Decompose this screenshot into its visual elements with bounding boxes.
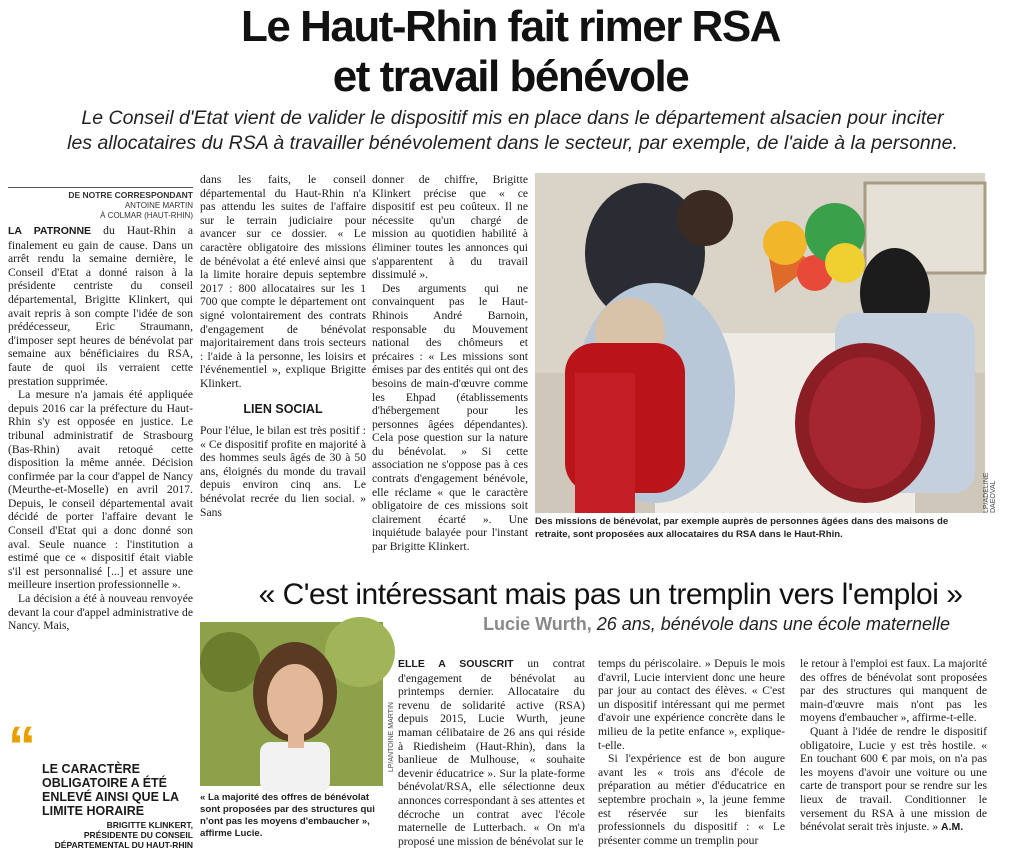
interview-column-1 <box>398 657 585 857</box>
article-col2-paragraph-1: dans les faits, le conseil départemental du Haut-Rhin n'a pas attendu les suites de l'affaire sur le terrain judiciaire pour avancer sur ce dossier. « Le caractère obligatoire des missions de bénévolat a été enlevé ainsi que la limite horaire depuis septembre 2017 : 800 allocataires sur les 1 700 que compte le département ont signé volontairement des contrats d'engagement de bénévolat majoritairement dans trois secteurs : l'aide à la personne, les loisirs et l'événementiel », explique Brigitte Klinkert. <box>200 173 366 390</box>
article-col2-paragraph-2: Pour l'élue, le bilan est très positif : « Ce dispositif profite en majorité à des hommes seuls âgés de 30 à 50 ans, éloignés du monde du travail depuis environ cinq ans. Le bénévolat recrée du lien social. » Sans <box>200 424 366 519</box>
headline-line-2: et travail bénévole <box>332 52 689 101</box>
article-subhead: LIEN SOCIAL <box>243 401 323 416</box>
portrait-photo <box>200 622 395 786</box>
portrait-caption: « La majorité des offres de bénévolat sont proposées par des structures qui n'ont pas les moyens d'embaucher », affirme Lucie. <box>200 792 375 839</box>
main-photo-caption: Des missions de bénévolat, par exemple auprès de personnes âgées dans des maisons de retraite, sont proposées aux allocataires du RSA dans le Haut-Rhin. <box>535 516 949 540</box>
interviewee-name: Lucie Wurth, <box>483 614 592 634</box>
pull-quote-attribution <box>8 820 193 850</box>
standfirst <box>30 106 995 156</box>
headline <box>0 2 1021 102</box>
article-lead-caps: LA PATRONNE <box>8 225 92 237</box>
open-quote-mark: “ <box>8 714 36 777</box>
headline-line-1: Le Haut-Rhin fait rimer RSA <box>241 2 780 51</box>
pull-quote-text: LE CARACTÈRE OBLIGATOIRE A ÉTÉ ENLEVÉ AINSI QUE LA LIMITE HORAIRE <box>42 762 179 818</box>
interview-col3-paragraph-2 <box>800 725 987 835</box>
interview-lead-caps: ELLE A SOUSCRIT <box>398 658 514 670</box>
interview-attribution <box>420 614 950 635</box>
standfirst-line-2: les allocataires du RSA à travailler bénévolement dans le secteur, par exemple, de l'aide à la personne. <box>67 132 958 154</box>
interview-col3-paragraph-2-text: Quant à l'idée de rendre le dispositif obligatoire, Lucie y est très hostile. « En touchant 600 € par mois, on n'a pas les moyens d'avoir une voiture ou une carte de transport pour se rendre sur les lieux de travail. Conditionner le versement du RSA à une mission de bénévolat serait très injuste. » <box>800 724 987 834</box>
pull-quote-author: BRIGITTE KLINKERT, <box>106 820 193 830</box>
byline-label: DE NOTRE CORRESPONDANT <box>68 190 193 200</box>
portrait-credit: LP/ANTOINE MARTIN <box>388 702 395 773</box>
interview-title: « C'est intéressant mais pas un tremplin vers l'emploi » <box>258 578 963 611</box>
interview-lead-text: un contrat d'engagement de bénévolat au printemps dernier. Allocataire du revenu de solidarité active (RSA) depuis 2015, Lucie Wurth, jeune maman célibataire de 26 ans qui réside à Riedisheim (Haut-Rhin), dans la banlieue de Mulhouse, « souhaite devenir éducatrice ». Sur la plate-forme bénévolat/RSA, elle sélectionne deux annonces correspondant à ses attentes et décroche un contrat avec l'école maternelle de Lutterbach. « On m'a proposé une mission de bénévolat sur le <box>398 657 585 848</box>
interview-col2-paragraph-2: Si l'expérience est de bon augure avant les « trois ans d'école de préparation au métier d'éducatrice en septembre prochain », la jeune femme est réservée sur les bienfaits professionnels du dispositif : « Le présenter comme un tremplin pour <box>598 752 785 847</box>
article-column-2 <box>200 173 366 553</box>
portrait-illustration <box>200 622 383 786</box>
interview-column-3 <box>800 657 987 857</box>
interviewee-role: 26 ans, bénévole dans une école maternelle <box>591 614 950 634</box>
article-col3-paragraph-1: donner de chiffre, Brigitte Klinkert précise que « ce dispositif est peu coûteux. Il ne nécessite qu'un chargé de mission au quotidien habilité à éliminer toutes les annonces qui s'apparentent à du travail dissimulé ». <box>372 173 528 282</box>
article-paragraph-2: La mesure n'a jamais été appliquée depuis 2016 car la préfecture du Haut-Rhin s'y est opposée en justice. Le tribunal administratif de Strasbourg (Bas-Rhin) avait retoqué cette disposition la même année. Décision confirmée par la cour d'appel de Nancy (Meurthe-et-Moselle) en avril 2017. Depuis, le conseil départemental avait décidé de porter l'affaire devant le Conseil d'Etat qui a donc donné son aval. Seule nuance : l'institution a estimé que ce « dispositif était viable s'il est personnalisé [...] et assure une meilleure insertion professionnelle ». <box>8 388 193 592</box>
interview-lead-paragraph <box>398 657 585 848</box>
byline-place: À COLMAR (HAUT-RHIN) <box>100 211 193 220</box>
article-lead-text: du Haut-Rhin a finalement eu gain de cause. Dans un arrêt rendu la semaine dernière, le Conseil d'Etat a donné raison à la présidente centriste du conseil départemental, Brigitte Klinkert, qui avait repris à son compte l'idée de son prédécesseur, Eric Straumann, d'imposer sept heures de bénévolat par semaine aux bénéficiaires du RSA, faute de quoi ils verraient cette prestation supprimée. <box>8 224 193 388</box>
interview-column-2 <box>598 657 785 857</box>
article-paragraph-3: La décision a été à nouveau renvoyée devant la cour d'appel administrative de Nancy. Mais, <box>8 592 193 633</box>
byline-author: ANTOINE MARTIN <box>124 201 193 210</box>
main-photo-credit: LP/ADELINE DAEOVAL <box>983 472 997 513</box>
article-column-1 <box>8 224 193 724</box>
article-column-3 <box>372 173 528 553</box>
byline <box>8 187 193 221</box>
article-lead-paragraph <box>8 224 193 388</box>
main-photo <box>535 173 997 513</box>
interview-col3-paragraph-1: le retour à l'emploi est faux. La majorité des offres de bénévolat sont proposées par des structures qui manquent de main-d'œuvre mais n'ont pas les moyens d'embaucher », affirme-t-elle. <box>800 657 987 725</box>
main-photo-illustration <box>535 173 985 513</box>
article-col3-paragraph-2: Des arguments qui ne convainquent pas le Haut-Rhinois André Barnoin, responsable du Mouvement national des chômeurs et précaires : « Les missions sont émises par des entités qui ont des besoins de main-d'œuvre comme les Ehpad (établissements d'hébergement pour les personnes âgées dépendantes). Cela pose question sur la nature du bénévolat. » Si cette association ne s'oppose pas à ces contrats d'engagement bénévole, elle réclame « que le caractère obligatoire de ces missions soit clairement écarté ». Une inquiétude balayée pour l'instant par Brigitte Klinkert. <box>372 281 528 554</box>
interview-signature: A.M. <box>941 821 964 834</box>
pull-quote-author-title: PRÉSIDENTE DU CONSEIL DÉPARTEMENTAL DU HAUT-RHIN <box>54 830 193 850</box>
standfirst-line-1: Le Conseil d'Etat vient de valider le dispositif mis en place dans le département alsacien pour inciter <box>81 107 944 129</box>
pull-quote <box>8 714 193 850</box>
interview-col2-paragraph-1: temps du périscolaire. » Depuis le mois d'avril, Lucie intervient donc une heure par jour au contact des élèves. « C'est un dispositif intéressant qui me permet d'avoir une expérience concrète dans le milieu de la petite enfance », explique-t-elle. <box>598 657 785 752</box>
